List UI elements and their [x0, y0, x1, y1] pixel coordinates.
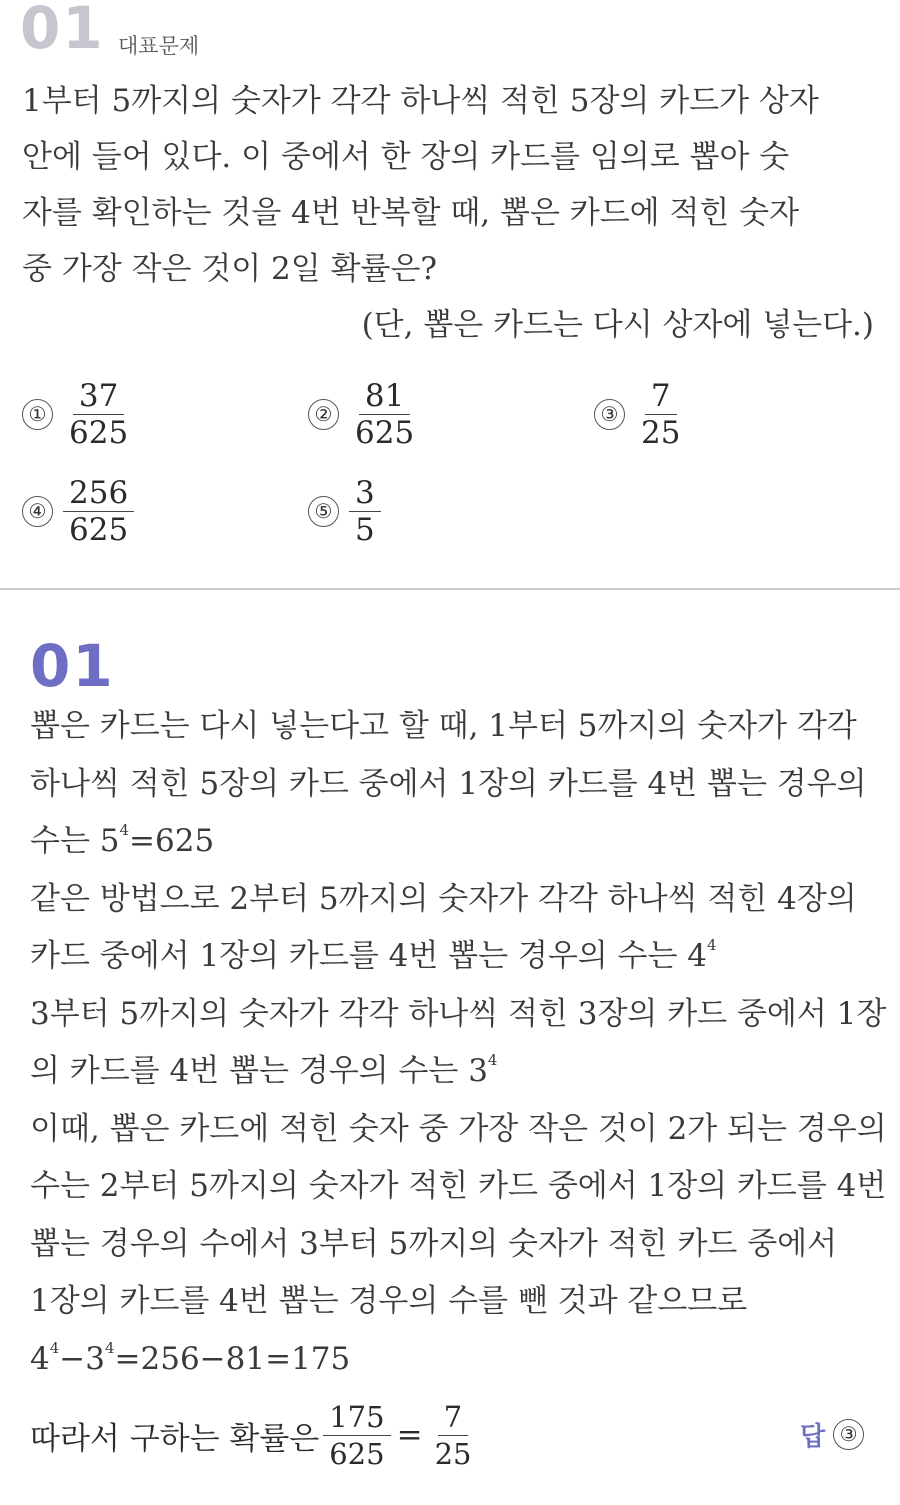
- numerator: 7: [645, 378, 677, 415]
- numerator: 256: [63, 475, 134, 512]
- choice-fraction: [349, 378, 420, 451]
- question-line: 중 가장 작은 것이 2일 확률은?: [22, 251, 438, 287]
- solution-line: 뽑은 카드는 다시 넣는다고 할 때, 1부터 5까지의 숫자가 각각: [30, 708, 857, 744]
- answer-choices: [0, 378, 900, 558]
- choice-marker: ⑤: [308, 496, 339, 527]
- choice-4[interactable]: [22, 475, 134, 548]
- question-line: 안에 들어 있다. 이 중에서 한 장의 카드를 임의로 뽑아 숫: [22, 139, 790, 175]
- answer-label: [800, 1416, 864, 1453]
- numerator: 3: [349, 475, 381, 512]
- solution-line: 카드 중에서 1장의 카드를 4번 뽑는 경우의 수는 $4^4$: [30, 936, 717, 974]
- question-line: 1부터 5까지의 숫자가 각각 하나씩 적힌 5장의 카드가 상자: [22, 83, 819, 119]
- choice-marker: ①: [22, 399, 53, 430]
- problem-number: 01: [20, 0, 105, 62]
- solution-line: 이때, 뽑은 카드에 적힌 숫자 중 가장 작은 것이 2가 되는 경우의: [30, 1110, 887, 1147]
- numerator: 175: [323, 1399, 390, 1436]
- choice-marker: ②: [308, 399, 339, 430]
- question-text: [22, 73, 882, 353]
- question-condition: (단, 뽑은 카드는 다시 상자에 넣는다.): [361, 307, 874, 343]
- final-prefix: 따라서 구하는 확률은: [30, 1420, 320, 1457]
- solution-line: 뽑는 경우의 수에서 3부터 5까지의 숫자가 적힌 카드 중에서: [30, 1225, 838, 1262]
- choice-1[interactable]: [22, 378, 134, 451]
- problem-header: [0, 0, 900, 70]
- solution-line: 3부터 5까지의 숫자가 각각 하나씩 적힌 3장의 카드 중에서 1장: [30, 995, 887, 1032]
- final-line: [30, 1395, 880, 1475]
- solution-line: 수는 $5^4=625$: [30, 821, 215, 859]
- solution-number: 01: [30, 632, 115, 700]
- denominator: 25: [434, 1436, 472, 1471]
- numerator: 7: [438, 1399, 468, 1436]
- answer-text: 답: [800, 1422, 826, 1452]
- equals-sign: =: [396, 1417, 423, 1453]
- choice-marker: ④: [22, 496, 53, 527]
- choice-fraction: [349, 475, 381, 548]
- denominator: 625: [355, 415, 415, 451]
- choice-fraction: [635, 378, 686, 451]
- solution-line: 하나씩 적힌 5장의 카드 중에서 1장의 카드를 4번 뽑는 경우의: [30, 765, 867, 802]
- denominator: 5: [355, 512, 375, 548]
- final-fraction-1: [323, 1399, 390, 1472]
- solution-text: [30, 698, 887, 1388]
- final-fraction-2: [429, 1399, 478, 1472]
- choice-2[interactable]: [308, 378, 420, 451]
- choice-5[interactable]: [308, 475, 381, 548]
- section-divider: [0, 588, 900, 590]
- solution-line: 같은 방법으로 2부터 5까지의 숫자가 각각 하나씩 적힌 4장의: [30, 880, 857, 917]
- denominator: 625: [329, 1436, 385, 1471]
- denominator: 25: [641, 415, 681, 451]
- denominator: 625: [69, 512, 129, 548]
- denominator: 625: [69, 415, 129, 451]
- answer-marker: ③: [833, 1419, 864, 1450]
- numerator: 81: [359, 378, 410, 415]
- choice-fraction: [63, 378, 134, 451]
- choice-marker: ③: [594, 399, 625, 430]
- solution-line: $4^4-3^4=256-81=175$: [30, 1338, 351, 1377]
- numerator: 37: [73, 378, 124, 415]
- solution-line: 의 카드를 4번 뽑는 경우의 수는 $3^4$: [30, 1051, 498, 1089]
- solution-line: 1장의 카드를 4번 뽑는 경우의 수를 뺀 것과 같으므로: [30, 1283, 748, 1319]
- solution-line: 수는 2부터 5까지의 숫자가 적힌 카드 중에서 1장의 카드를 4번: [30, 1168, 887, 1204]
- choice-fraction: [63, 475, 134, 548]
- problem-tag: 대표문제: [118, 34, 200, 58]
- question-line: 자를 확인하는 것을 4번 반복할 때, 뽑은 카드에 적힌 숫자: [22, 195, 800, 231]
- choice-3[interactable]: [594, 378, 686, 451]
